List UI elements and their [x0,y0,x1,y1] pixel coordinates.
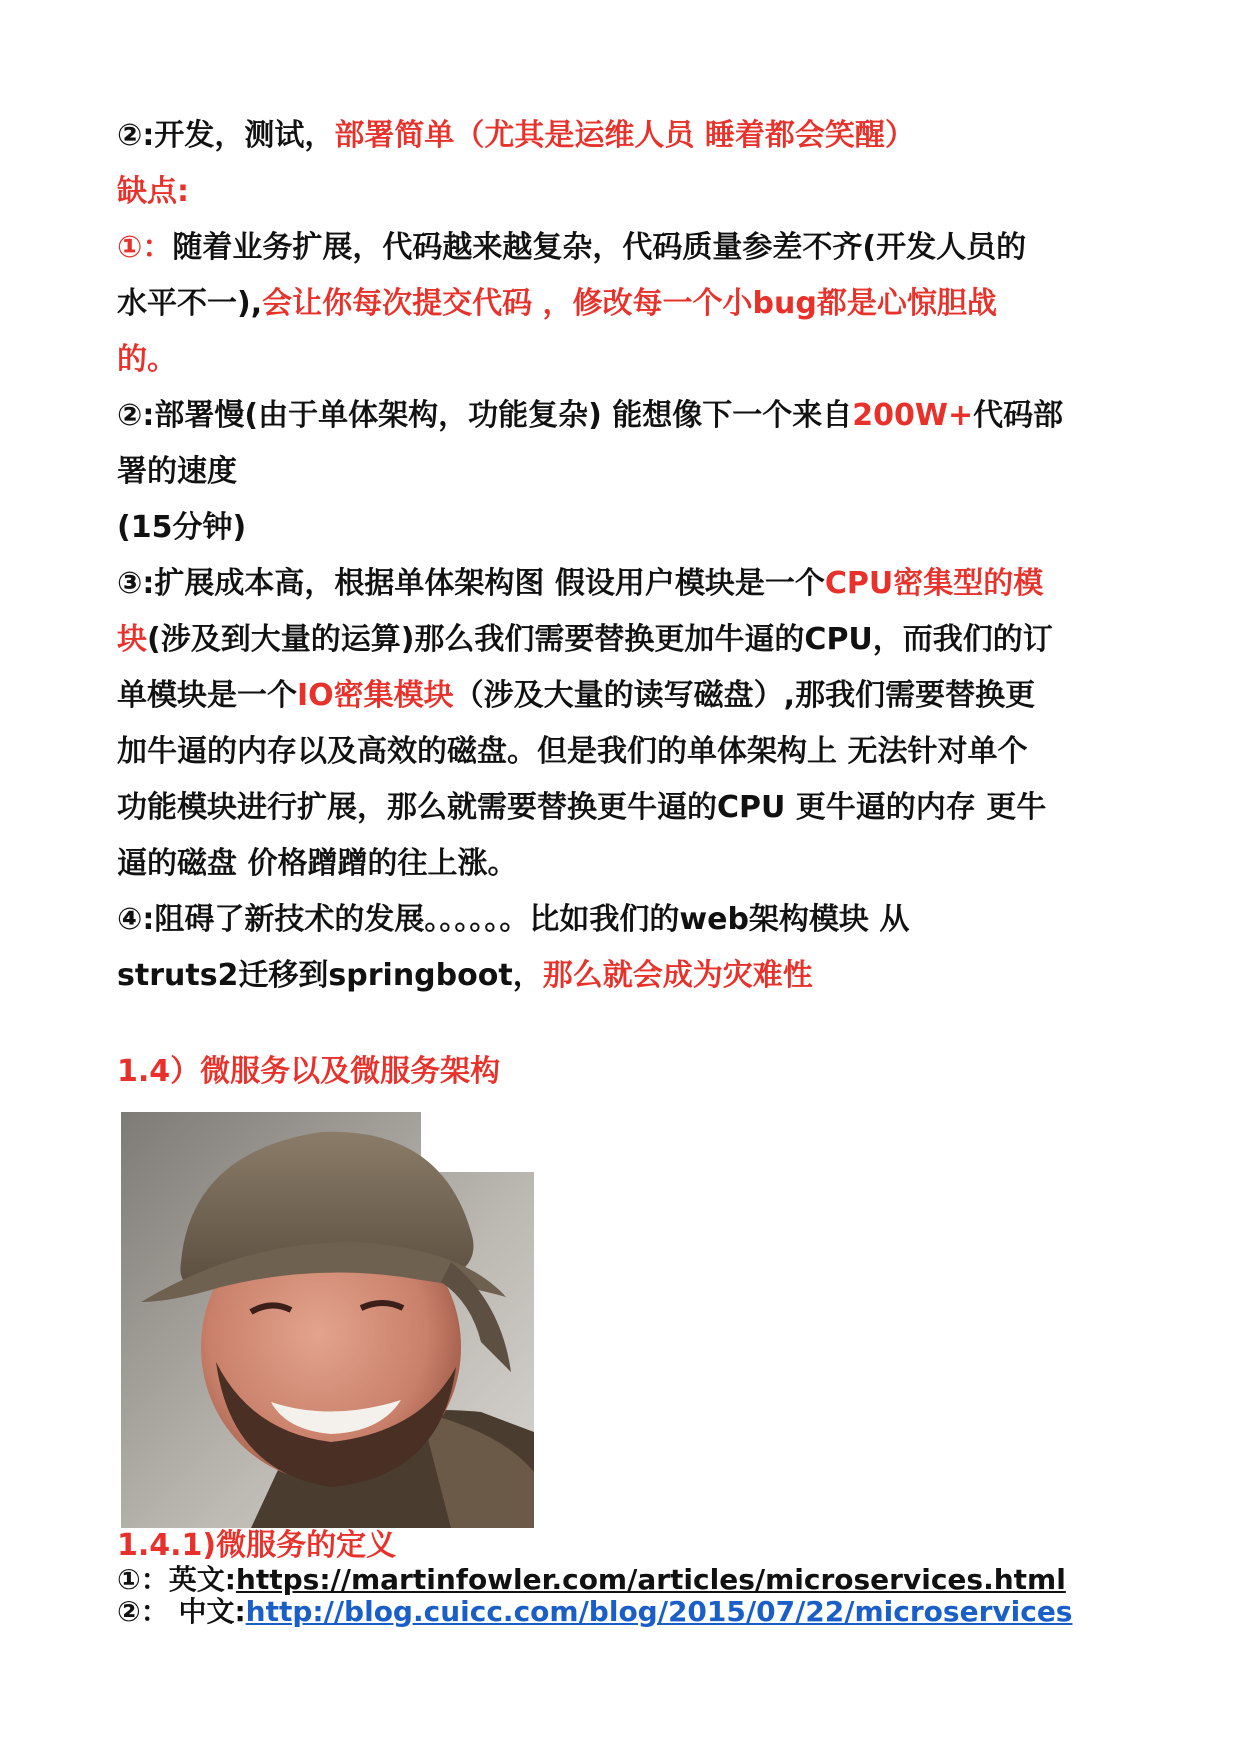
portrait-photo [121,1112,534,1528]
text-segment: 缺点: [117,174,189,209]
text-segment: 部署简单（尤其是运维人员 睡着都会笑醒） [334,118,915,153]
text-segment: ②:开发，测试， [117,118,335,153]
text-segment: CPU密集型的模 [824,566,1044,601]
portrait-image [121,1112,534,1528]
text-segment: 随着业务扩展，代码越来越复杂，代码质量参差不齐(开发人员的 [172,230,1027,265]
text-line [117,892,1127,948]
document-body [117,108,1127,1100]
text-segment: 代码部 [973,398,1064,433]
english-link[interactable]: https://martinfowler.com/articles/microservices.html [235,1563,1066,1596]
text-segment: 块 [117,622,147,657]
text-segment: ①： [117,230,173,265]
text-line [117,388,1127,444]
text-line [117,276,1127,332]
text-segment: （涉及大量的读写磁盘）,那我们需要替换更 [453,678,1036,713]
text-segment: 会让你每次提交代码 ，修改每一个小bug都是心惊胆战 [262,286,997,321]
text-segment: (涉及到大量的运算)那么我们需要替换更加牛逼的CPU，而我们的订 [147,622,1053,657]
text-line [117,724,1127,780]
text-segment: 逼的磁盘 价格蹭蹭的往上涨。 [117,846,518,881]
text-segment: ②:部署慢(由于单体架构，功能复杂) 能想像下一个来自 [117,398,853,433]
text-segment: ③:扩展成本高，根据单体架构图 假设用户模块是一个 [117,566,825,601]
spacer [117,1004,1127,1044]
text-segment: IO密集模块 [297,678,454,713]
text-line [117,500,1127,556]
text-line [117,444,1127,500]
english-link-line [117,1564,1127,1596]
chinese-link-line [117,1596,1127,1628]
text-segment: 署的速度 [117,454,237,489]
chinese-link[interactable]: http://blog.cuicc.com/blog/2015/07/22/microservices [245,1595,1073,1628]
section-heading: 1.4）微服务以及微服务架构 [117,1054,501,1089]
text-segment: struts2迁移到springboot， [117,958,543,993]
definition-section [117,1528,1127,1628]
text-line [117,948,1127,1004]
text-line [117,836,1127,892]
text-line [117,780,1127,836]
text-segment: 单模块是一个 [117,678,297,713]
text-line [117,164,1127,220]
text-line [117,612,1127,668]
text-line [117,220,1127,276]
chinese-label: ②： 中文: [117,1595,246,1628]
definition-heading: 1.4.1)微服务的定义 [117,1528,397,1563]
text-segment: 功能模块进行扩展，那么就需要替换更牛逼的CPU 更牛逼的内存 更牛 [117,790,1047,825]
text-segment: 那么就会成为灾难性 [542,958,813,993]
text-line [117,108,1127,164]
text-block [117,108,1127,1004]
text-line [117,668,1127,724]
text-segment: (15分钟) [117,510,247,545]
text-line [117,332,1127,388]
text-segment: ④:阻碍了新技术的发展。。。。。。比如我们的web架构模块 从 [117,902,910,937]
text-segment: 200W+ [852,398,974,433]
text-segment: 水平不一), [117,286,263,321]
text-line [117,556,1127,612]
english-label: ①：英文: [117,1563,236,1596]
text-segment: 的。 [117,342,177,377]
text-segment: 加牛逼的内存以及高效的磁盘。但是我们的单体架构上 无法针对单个 [117,734,1028,769]
